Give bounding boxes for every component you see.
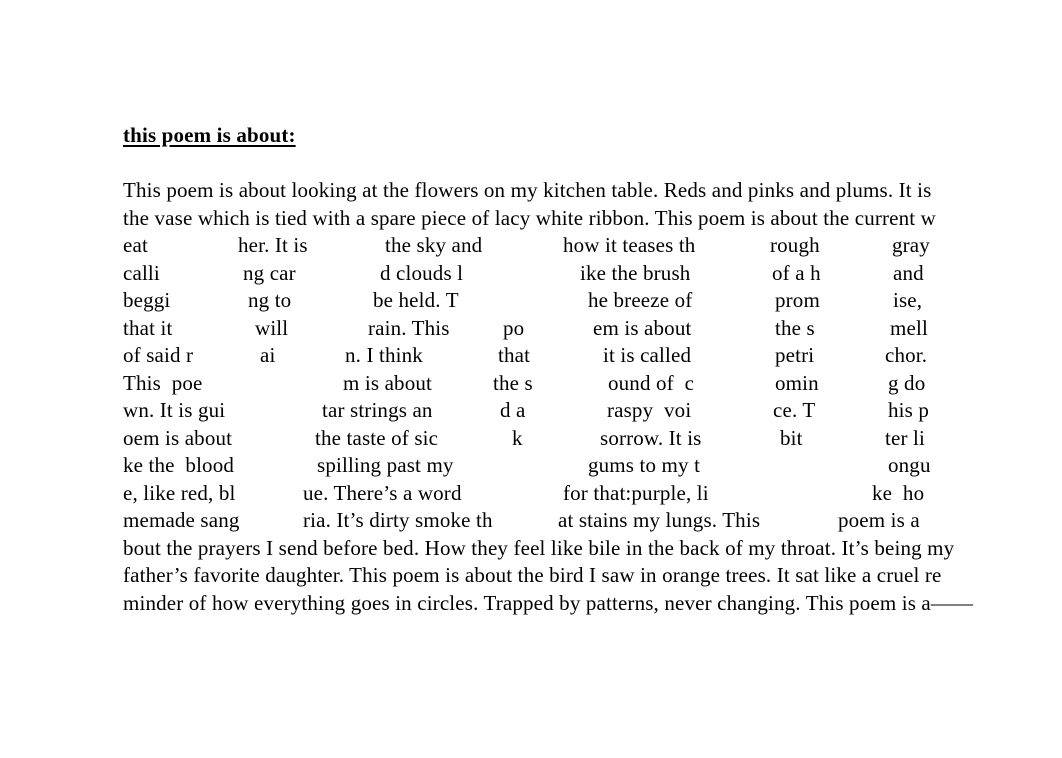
poem-fragment: memade sang bbox=[123, 508, 240, 532]
poem-fragment: ng car bbox=[243, 260, 296, 285]
poem-title: this poem is about: bbox=[123, 123, 296, 147]
poem-fragment: rough bbox=[770, 233, 820, 257]
poem-fragment-line bbox=[123, 397, 1003, 425]
poem-fragment: rain. This bbox=[368, 315, 450, 340]
poem-fragment: oem is about bbox=[123, 425, 233, 450]
poem-fragment: will bbox=[255, 315, 289, 340]
poem-fragment-line bbox=[123, 315, 1003, 343]
poem-fragment: the taste of sic bbox=[315, 425, 439, 450]
poem-line: father’s favorite daughter. This poem is about the bird I saw in orange trees. It sat like a cruel re bbox=[123, 563, 942, 587]
poem-fragment: chor. bbox=[885, 343, 928, 367]
poem-fragment: he breeze of bbox=[588, 288, 693, 312]
poem-fragment: bit bbox=[780, 425, 803, 450]
poem-fragment: d a bbox=[500, 398, 526, 422]
poem-fragment: raspy voi bbox=[607, 398, 692, 422]
poem-fragment: ue. There’s a word bbox=[303, 480, 462, 505]
poem-fragment: her. It is bbox=[238, 233, 308, 257]
poem-fragment: d clouds l bbox=[380, 260, 464, 285]
poem-fragment: ke ho bbox=[872, 480, 925, 505]
poem-fragment: m is about bbox=[343, 370, 432, 395]
poem-line: minder of how everything goes in circles. Trapped by patterns, never changing. This poem is a—— bbox=[123, 590, 974, 615]
poem-fragment: tar strings an bbox=[322, 398, 433, 422]
poem-fragment: prom bbox=[775, 288, 820, 312]
poem-fragment: ound of c bbox=[608, 370, 695, 395]
poem-fragment: of a h bbox=[772, 260, 821, 285]
poem-fragment-line bbox=[123, 425, 1003, 453]
poem-fragment: gray bbox=[892, 233, 930, 257]
poem-fragment: ongu bbox=[888, 453, 931, 477]
poem-fragment: ai bbox=[260, 343, 276, 367]
poem-fragment: calli bbox=[123, 260, 160, 285]
poem-fragment: gums to my t bbox=[588, 453, 701, 477]
poem-fragment: ria. It’s dirty smoke th bbox=[303, 508, 493, 532]
poem-fragment: wn. It is gui bbox=[123, 398, 226, 422]
poem-fragment: and bbox=[893, 260, 924, 285]
poem-fragment: the sky and bbox=[385, 233, 483, 257]
poem-fragment: spilling past my bbox=[317, 453, 454, 477]
poem-line: This poem is about looking at the flowers on my kitchen table. Reds and pinks and plums. It is bbox=[123, 178, 932, 202]
poem-fragment: his p bbox=[888, 398, 930, 422]
poem-fragment: poem is a bbox=[838, 508, 920, 532]
poem-fragment: ke the blood bbox=[123, 453, 235, 477]
poem-fragment: ise, bbox=[893, 288, 923, 312]
poem-fragment: it is called bbox=[603, 343, 692, 367]
poem-line: bout the prayers I send before bed. How they feel like bile in the back of my throat. It’s being my bbox=[123, 535, 955, 560]
poem-fragment: for that:purple, li bbox=[563, 480, 709, 505]
poem-fragment-line bbox=[123, 260, 1003, 288]
poem-fragment-line bbox=[123, 287, 1003, 315]
poem-fragment: g do bbox=[888, 370, 926, 395]
poem-fragment: omin bbox=[775, 370, 819, 395]
poem-fragment: of said r bbox=[123, 343, 194, 367]
poem-fragment-line bbox=[123, 507, 1003, 535]
poem-fragment: mell bbox=[890, 315, 928, 340]
poem-fragment: po bbox=[503, 315, 525, 340]
poem-fragment: the s bbox=[775, 315, 815, 340]
poem-fragment: that it bbox=[123, 315, 173, 340]
poem-fragment: sorrow. It is bbox=[600, 425, 702, 450]
poem-fragment-line bbox=[123, 342, 1003, 370]
poem-fragment-line bbox=[123, 452, 1003, 480]
poem-fragment: that bbox=[498, 343, 531, 367]
poem-fragment: be held. T bbox=[373, 288, 459, 312]
poem-fragment: em is about bbox=[593, 315, 692, 340]
poem-fragment: petri bbox=[775, 343, 815, 367]
poem-fragment: ce. T bbox=[773, 398, 816, 422]
poem-fragment: k bbox=[512, 425, 523, 450]
poem-fragment: how it teases th bbox=[563, 233, 696, 257]
blank-line bbox=[123, 150, 1003, 178]
poem-body bbox=[123, 177, 1003, 617]
poem-document bbox=[123, 122, 1003, 617]
poem-fragment-line bbox=[123, 370, 1003, 398]
poem-fragment: e, like red, bl bbox=[123, 480, 236, 505]
poem-fragment: ter li bbox=[885, 425, 925, 450]
poem-fragment: the s bbox=[493, 370, 533, 395]
poem-fragment: ike the brush bbox=[580, 260, 691, 285]
poem-fragment: beggi bbox=[123, 288, 171, 312]
poem-fragment-line bbox=[123, 232, 1003, 260]
poem-fragment: ng to bbox=[248, 288, 292, 312]
poem-fragment-line bbox=[123, 480, 1003, 508]
poem-line: the vase which is tied with a spare piece of lacy white ribbon. This poem is about the current w bbox=[123, 205, 936, 230]
poem-fragment: eat bbox=[123, 233, 148, 257]
poem-fragment: n. I think bbox=[345, 343, 423, 367]
poem-fragment: This poe bbox=[123, 370, 203, 395]
poem-fragment: at stains my lungs. This bbox=[558, 508, 761, 532]
